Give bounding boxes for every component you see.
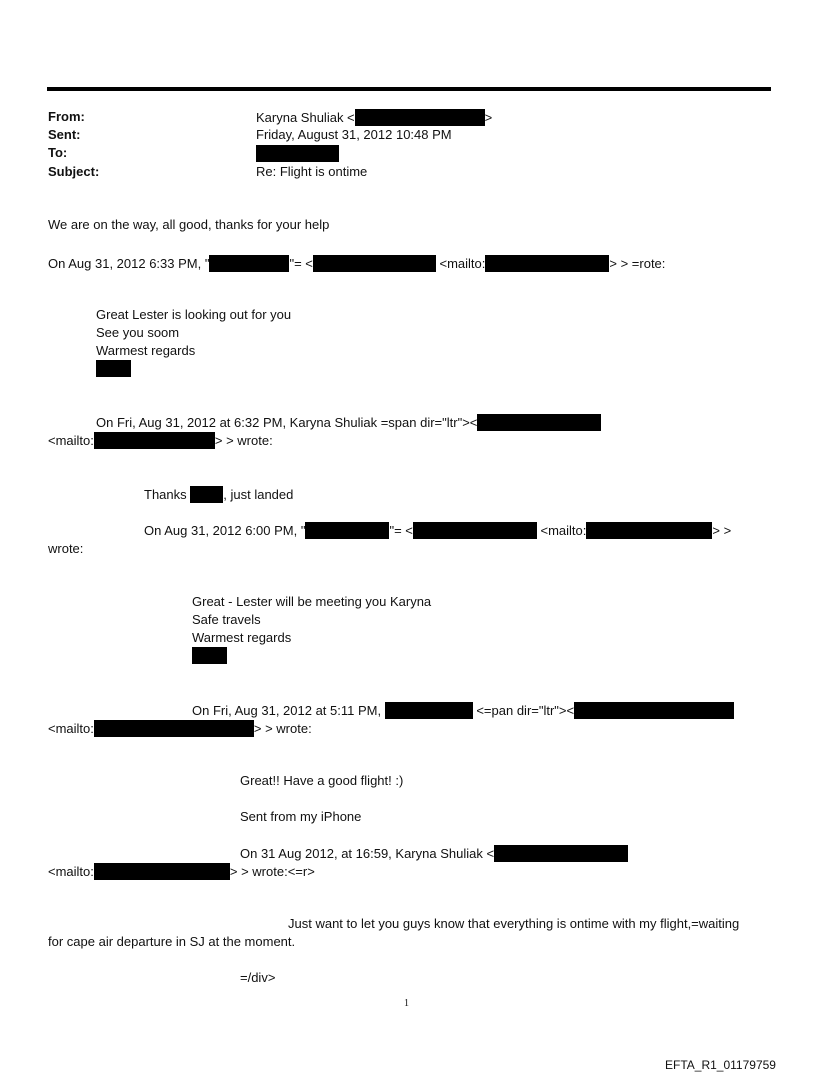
text: <=pan dir="ltr">< bbox=[476, 703, 575, 718]
sent-value: Friday, August 31, 2012 10:48 PM bbox=[256, 127, 452, 142]
body-line-13: Warmest regards bbox=[192, 630, 292, 645]
redaction-box bbox=[305, 522, 389, 539]
redaction-box bbox=[192, 647, 227, 664]
redaction-box bbox=[94, 720, 254, 737]
body-line-12: Safe travels bbox=[192, 612, 261, 627]
text: On Fri, Aug 31, 2012 at 5:11 PM, bbox=[192, 703, 382, 718]
text: > > wrote: bbox=[214, 433, 273, 448]
signature-redaction bbox=[192, 647, 227, 664]
redaction-box bbox=[94, 432, 215, 449]
text: On Aug 31, 2012 6:33 PM, " bbox=[48, 256, 210, 271]
body-line-4: See you soom bbox=[96, 325, 180, 340]
text: > > bbox=[712, 523, 732, 538]
redaction-box bbox=[385, 702, 473, 719]
text: <mailto: bbox=[48, 433, 94, 448]
redaction-box bbox=[313, 255, 436, 272]
redaction-box bbox=[494, 845, 628, 862]
subject-value: Re: Flight is ontime bbox=[256, 164, 368, 179]
header-rule bbox=[47, 87, 771, 91]
text: , just landed bbox=[223, 487, 294, 502]
text: > > wrote: bbox=[253, 721, 312, 736]
body-line-21: for cape air departure in SJ at the moment. bbox=[48, 934, 296, 949]
text: <mailto: bbox=[439, 256, 486, 271]
body-line-16: Great!! Have a good flight! :) bbox=[240, 773, 404, 788]
from-label: From: bbox=[48, 109, 85, 124]
text: "= < bbox=[389, 523, 413, 538]
redaction-box bbox=[94, 863, 230, 880]
body-line-22: =/div> bbox=[240, 970, 276, 985]
body-line-20: Just want to let you guys know that everything is ontime with my flight,=waiting bbox=[288, 916, 740, 931]
text: > > =rote: bbox=[609, 256, 666, 271]
redaction-box bbox=[209, 255, 289, 272]
signature-redaction bbox=[96, 360, 131, 377]
body-line-5: Warmest regards bbox=[96, 343, 196, 358]
bates-number: EFTA_R1_01179759 bbox=[665, 1058, 776, 1072]
quote-header-4 bbox=[192, 702, 734, 719]
from-close: > bbox=[484, 110, 493, 125]
body-line-8 bbox=[144, 486, 293, 503]
redaction-box bbox=[586, 522, 712, 539]
text: <mailto: bbox=[48, 721, 94, 736]
body-line-11: Great - Lester will be meeting you Karyna bbox=[192, 594, 432, 609]
redaction-box bbox=[574, 702, 734, 719]
text: <mailto: bbox=[48, 864, 94, 879]
text: "= < bbox=[289, 256, 313, 271]
redaction-box bbox=[256, 145, 339, 162]
redaction-box bbox=[96, 360, 131, 377]
sent-label: Sent: bbox=[48, 127, 81, 142]
quote-header-3-cont: wrote: bbox=[48, 541, 84, 556]
body-line-1: We are on the way, all good, thanks for your help bbox=[48, 217, 330, 232]
text: Thanks bbox=[144, 487, 187, 502]
quote-header-5 bbox=[240, 845, 628, 862]
quote-header-1 bbox=[48, 255, 665, 272]
text: > > wrote:<=r> bbox=[229, 864, 315, 879]
page-number: 1 bbox=[404, 998, 409, 1009]
quote-header-3 bbox=[144, 522, 731, 539]
redaction-box bbox=[355, 109, 485, 126]
from-name: Karyna Shuliak < bbox=[256, 110, 355, 125]
text: On 31 Aug 2012, at 16:59, Karyna Shuliak < bbox=[240, 846, 495, 861]
text: <mailto: bbox=[540, 523, 587, 538]
quote-header-5-cont bbox=[48, 863, 315, 880]
redaction-box bbox=[413, 522, 537, 539]
to-label: To: bbox=[48, 145, 68, 160]
quote-header-2 bbox=[96, 414, 601, 431]
from-value bbox=[256, 109, 492, 126]
quote-header-2-cont bbox=[48, 432, 273, 449]
body-line-17: Sent from my iPhone bbox=[240, 809, 362, 824]
quote-header-4-cont bbox=[48, 720, 312, 737]
text: On Fri, Aug 31, 2012 at 6:32 PM, Karyna Shuliak =span dir="ltr">< bbox=[96, 415, 478, 430]
subject-label: Subject: bbox=[48, 164, 100, 179]
redaction-box bbox=[485, 255, 609, 272]
text: On Aug 31, 2012 6:00 PM, " bbox=[144, 523, 306, 538]
body-line-3: Great Lester is looking out for you bbox=[96, 307, 292, 322]
redaction-box bbox=[190, 486, 223, 503]
redaction-box bbox=[477, 414, 601, 431]
to-value bbox=[256, 145, 339, 162]
